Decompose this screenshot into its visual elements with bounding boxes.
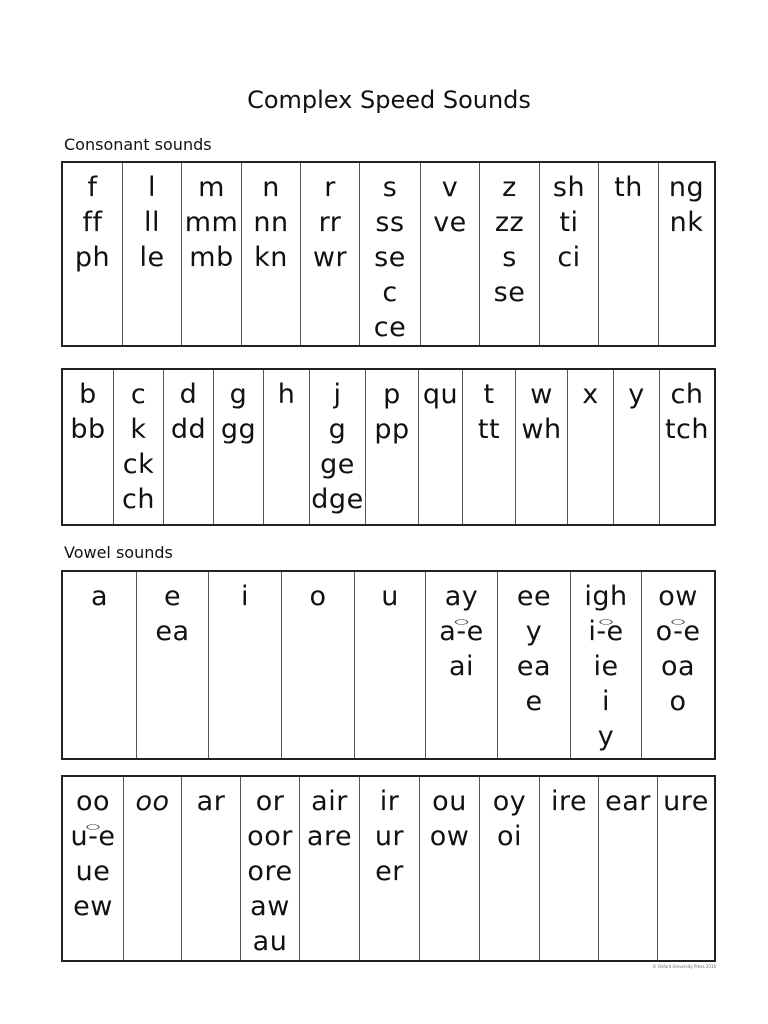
- spelling-text: y: [525, 616, 543, 647]
- spelling-text: or: [255, 786, 285, 817]
- spelling-text: ai: [448, 651, 475, 682]
- spelling-text: er: [375, 856, 404, 887]
- spelling-text: ng: [668, 172, 705, 203]
- spelling-text: aw: [250, 891, 290, 922]
- spelling-text: ue: [75, 856, 111, 887]
- sound-cell: [598, 777, 657, 960]
- spelling-text: o: [669, 686, 687, 717]
- spelling-text: f: [87, 172, 98, 203]
- page-title: Complex Speed Sounds: [247, 86, 531, 114]
- sound-cell: [425, 572, 497, 758]
- spelling-text: k: [130, 414, 147, 445]
- sound-cell: [497, 572, 570, 758]
- spelling-text: i: [240, 581, 249, 612]
- sound-cell: [539, 163, 598, 345]
- spelling-text: g: [328, 414, 347, 445]
- spelling-text: oor: [247, 821, 293, 852]
- spelling-text: l: [147, 172, 156, 203]
- sound-cell: [113, 370, 163, 524]
- spelling-text: ar: [196, 786, 226, 817]
- spelling-text: zz: [494, 207, 525, 238]
- spelling-text: a: [90, 581, 109, 612]
- spelling-text: ge: [320, 449, 355, 480]
- sound-cell: [63, 777, 123, 960]
- spelling-text: wh: [521, 414, 562, 445]
- spelling-text: ss: [375, 207, 405, 238]
- spelling-text: x: [582, 379, 599, 410]
- sound-cell: [659, 370, 714, 524]
- spelling-text: ff: [82, 207, 103, 238]
- spelling-text: au: [252, 926, 288, 957]
- spelling-text: dd: [170, 414, 207, 445]
- spelling-text: y: [628, 379, 645, 410]
- sound-cell: [479, 163, 539, 345]
- spelling-text: h: [277, 379, 296, 410]
- spelling-text: mb: [189, 242, 234, 273]
- sound-cell: [208, 572, 281, 758]
- vowel-table-1: [61, 570, 716, 760]
- sound-cell: [181, 163, 241, 345]
- spelling-text: sh: [552, 172, 586, 203]
- spelling-text: pp: [374, 414, 410, 445]
- sound-cell: [122, 163, 181, 345]
- spelling-text: oi: [496, 821, 523, 852]
- sound-cell: [658, 163, 714, 345]
- spelling-text: ir: [379, 786, 400, 817]
- spelling-text: ou: [432, 786, 467, 817]
- spelling-text: s: [502, 242, 517, 273]
- spelling-text: e: [525, 686, 543, 717]
- spelling-text: ch: [670, 379, 704, 410]
- spelling-text: bb: [70, 414, 106, 445]
- spelling-text: le: [139, 242, 165, 273]
- sound-cell: [123, 777, 181, 960]
- spelling-text: g: [229, 379, 248, 410]
- sound-cell: [365, 370, 418, 524]
- spelling-text: nn: [253, 207, 289, 238]
- spelling-text: o-e: [655, 616, 701, 647]
- spelling-text: i: [601, 686, 610, 717]
- sound-cell: [63, 572, 136, 758]
- sound-cell: [63, 370, 113, 524]
- spelling-text: p: [383, 379, 401, 410]
- spelling-text: o: [309, 581, 327, 612]
- spelling-text: c: [382, 277, 398, 308]
- sound-cell: [515, 370, 567, 524]
- sound-cell: [419, 777, 479, 960]
- spelling-text: v: [441, 172, 459, 203]
- spelling-text: ph: [74, 242, 111, 273]
- sound-cell: [136, 572, 208, 758]
- spelling-text: ow: [429, 821, 470, 852]
- sound-cell: [567, 370, 613, 524]
- spelling-text: ore: [247, 856, 293, 887]
- consonant-sounds-label: Consonant sounds: [64, 135, 212, 154]
- sound-cell: [309, 370, 365, 524]
- spelling-text: ee: [516, 581, 552, 612]
- spelling-text: ay: [444, 581, 479, 612]
- spelling-text: ti: [559, 207, 579, 238]
- sound-cell: [240, 777, 299, 960]
- sound-cell: [263, 370, 309, 524]
- sound-cell: [598, 163, 658, 345]
- spelling-text: t: [483, 379, 495, 410]
- spelling-text: ear: [605, 786, 651, 817]
- spelling-text: ire: [550, 786, 588, 817]
- spelling-text: ch: [122, 484, 155, 515]
- spelling-text: ea: [516, 651, 552, 682]
- spelling-text: a-e: [439, 616, 484, 647]
- spelling-text: u-e: [70, 821, 116, 852]
- spelling-text: j: [333, 379, 342, 410]
- sound-cell: [213, 370, 263, 524]
- spelling-text: se: [493, 277, 526, 308]
- sound-cell: [418, 370, 462, 524]
- spelling-text: ck: [122, 449, 155, 480]
- spelling-text: ce: [373, 312, 407, 343]
- sound-cell: [479, 777, 539, 960]
- spelling-text: tch: [664, 414, 710, 445]
- sound-cell: [163, 370, 213, 524]
- spelling-text: are: [306, 821, 353, 852]
- sound-cell: [63, 163, 122, 345]
- spelling-text: m: [198, 172, 225, 203]
- spelling-text: tt: [477, 414, 501, 445]
- sound-cell: [657, 777, 714, 960]
- spelling-text: igh: [584, 581, 628, 612]
- sound-cell: [181, 777, 240, 960]
- sound-cell: [354, 572, 425, 758]
- spelling-text: z: [502, 172, 517, 203]
- spelling-text: e: [163, 581, 182, 612]
- consonant-table-2: [61, 368, 716, 526]
- spelling-text: i-e: [588, 616, 624, 647]
- spelling-text: oa: [660, 651, 696, 682]
- sound-cell: [359, 777, 419, 960]
- spelling-text: d: [179, 379, 198, 410]
- spelling-text: c: [130, 379, 147, 410]
- sound-cell: [281, 572, 354, 758]
- sound-cell: [241, 163, 300, 345]
- consonant-table-1: [61, 161, 716, 347]
- spelling-text: mm: [184, 207, 239, 238]
- spelling-text: b: [79, 379, 97, 410]
- spelling-text: ur: [374, 821, 405, 852]
- spelling-text: oy: [492, 786, 527, 817]
- spelling-text: ve: [433, 207, 467, 238]
- sound-cell: [613, 370, 659, 524]
- spelling-text: gg: [220, 414, 257, 445]
- sound-cell: [300, 163, 359, 345]
- spelling-text: ie: [593, 651, 619, 682]
- spelling-text: ew: [73, 891, 113, 922]
- spelling-text: s: [382, 172, 398, 203]
- spelling-text: dge: [311, 484, 364, 515]
- vowel-table-2: [61, 775, 716, 962]
- sound-cell: [420, 163, 479, 345]
- sound-cell: [570, 572, 641, 758]
- sound-cell: [641, 572, 714, 758]
- spelling-text: oo: [135, 786, 170, 817]
- spelling-text: y: [597, 721, 615, 752]
- copyright-notice: © Oxford University Press 2016: [652, 964, 716, 969]
- sound-cell: [299, 777, 359, 960]
- spelling-text: ea: [155, 616, 190, 647]
- spelling-text: ll: [143, 207, 160, 238]
- spelling-text: r: [324, 172, 336, 203]
- sound-cell: [539, 777, 598, 960]
- spelling-text: ow: [658, 581, 698, 612]
- spelling-text: oo: [75, 786, 111, 817]
- vowel-sounds-label: Vowel sounds: [64, 543, 173, 562]
- spelling-text: wr: [312, 242, 348, 273]
- spelling-text: qu: [422, 379, 459, 410]
- spelling-text: rr: [318, 207, 342, 238]
- spelling-text: ure: [663, 786, 709, 817]
- spelling-text: w: [530, 379, 553, 410]
- spelling-text: kn: [254, 242, 288, 273]
- spelling-text: th: [614, 172, 643, 203]
- spelling-text: ci: [557, 242, 581, 273]
- sound-cell: [462, 370, 515, 524]
- spelling-text: air: [311, 786, 348, 817]
- sound-cell: [359, 163, 420, 345]
- spelling-text: u: [381, 581, 399, 612]
- spelling-text: nk: [669, 207, 704, 238]
- spelling-text: n: [262, 172, 280, 203]
- spelling-text: se: [374, 242, 406, 273]
